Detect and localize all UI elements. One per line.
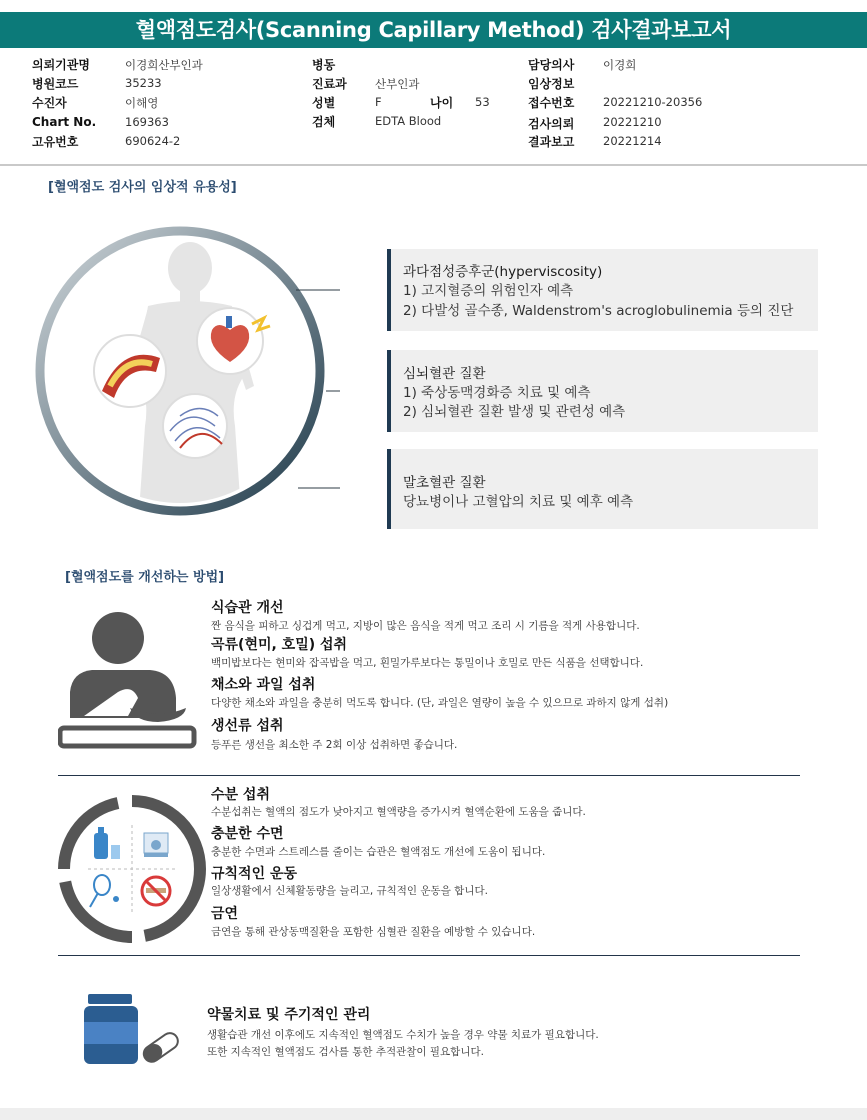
tip-title-no-smoking: 금연 [211,906,239,922]
label-test-request: 검사의뢰 [528,117,575,131]
value-receipt-number: 20221210-20356 [603,95,703,109]
person-eating-icon [58,608,198,750]
card-hyperviscosity [387,249,818,331]
label-unique-number: 고유번호 [32,135,79,149]
footer-strip [0,1108,867,1120]
patient-info-panel [0,48,867,166]
card-title: 심뇌혈관 질환 [403,366,486,382]
card-line: 1) 죽상동맥경화증 치료 및 예측 [403,385,591,401]
label-sex: 성별 [312,96,336,110]
tip-body-grains: 백미밥보다는 현미와 잡곡밥을 먹고, 흰밀가루보다는 통밀이나 호밀로 만든 식품을 선택합니다. [211,657,644,669]
value-department: 산부인과 [375,77,420,91]
section-heading-improvement-methods: [혈액점도를 개선하는 방법] [65,570,225,585]
value-patient: 이해영 [125,96,159,110]
tip-title-diet: 식습관 개선 [211,600,284,616]
tip-body-vegetables: 다양한 채소와 과일을 충분히 먹도록 합니다. (단, 과일은 열량이 높을 수 있으므로 과하지 않게 섭취) [211,697,669,709]
report-title: 혈액점도검사(Scanning Capillary Method) 검사결과보고서 [0,12,867,48]
value-test-request: 20221210 [603,115,662,129]
water-bottle-icon [94,827,120,859]
body-circle-illustration [30,226,340,526]
tip-body-exercise: 일상생활에서 신체활동량을 늘리고, 규칙적인 운동을 합니다. [211,885,488,897]
value-hospital-code: 35233 [125,76,162,90]
medicine-icon [80,990,184,1066]
divider-2 [58,955,800,956]
divider-1 [58,775,800,776]
card-peripheral-vascular [387,449,818,529]
label-requesting-institution: 의뢰기관명 [32,58,90,72]
tip-body-hydration: 수분섭취는 혈액의 점도가 낮아지고 혈액량을 증가시켜 혈액순환에 도움을 줍니다. [211,806,586,818]
label-result-report: 결과보고 [528,135,575,149]
tip-body-no-smoking: 금연을 통해 관상동맥질환을 포함한 심혈관 질환을 예방할 수 있습니다. [211,926,536,938]
tip-title-grains: 곡류(현미, 호밀) 섭취 [211,637,348,653]
value-unique-number: 690624-2 [125,134,181,148]
value-doctor: 이경희 [603,58,637,72]
card-line: 1) 고지혈증의 위험인자 예측 [403,283,574,299]
tip-body-sleep: 충분한 수면과 스트레스를 줄이는 습관은 혈액점도 개선에 도움이 됩니다. [211,846,546,858]
card-line: 2) 다발성 골수종, Waldenstrom's acroglobulinemia 등의 진단 [403,303,794,319]
label-receipt-number: 접수번호 [528,96,575,110]
value-sex: F [375,95,382,109]
label-ward: 병동 [312,58,336,72]
medication-title: 약물치료 및 주기적인 관리 [207,1007,371,1023]
label-clinical-info: 임상정보 [528,77,575,91]
value-chart-no: 169363 [125,115,169,129]
label-specimen: 검체 [312,115,336,129]
section-heading-clinical-usefulness: [혈액점도 검사의 임상적 유용성] [48,180,237,195]
medication-line-2: 또한 지속적인 혈액점도 검사를 통한 추적관찰이 필요합니다. [207,1046,484,1058]
value-age: 53 [475,95,490,109]
tip-body-diet: 짠 음식을 피하고 싱겁게 먹고, 지방이 많은 음식을 적게 먹고 조리 시 기름을 적게 사용합니다. [211,620,640,632]
tip-title-fish: 생선류 섭취 [211,718,284,734]
label-hospital-code: 병원코드 [32,77,79,91]
value-specimen: EDTA Blood [375,114,442,128]
tip-title-sleep: 충분한 수면 [211,826,284,842]
value-result-report: 20221214 [603,134,662,148]
tip-title-vegetables: 채소와 과일 섭취 [211,677,316,693]
lifestyle-cycle-icon [58,795,206,943]
artery-icon [94,335,166,407]
badminton-icon [90,875,119,907]
card-title: 말초혈관 질환 [403,475,486,491]
label-doctor: 담당의사 [528,58,575,72]
label-patient: 수진자 [32,96,67,110]
label-chart-no: Chart No. [32,115,97,129]
medication-line-1: 생활습관 개선 이후에도 지속적인 혈액점도 수치가 높을 경우 약물 치료가 필요합니다. [207,1029,599,1041]
value-requesting-institution: 이경희산부인과 [125,58,203,72]
blood-vessels-icon [163,394,227,458]
tip-title-exercise: 규칙적인 운동 [211,866,298,882]
card-title: 과다점성증후군(hyperviscosity) [403,264,603,280]
label-department: 진료과 [312,77,347,91]
tip-body-fish: 등푸른 생선을 최소한 주 2회 이상 섭취하면 좋습니다. [211,739,458,751]
card-cardio-cerebrovascular [387,350,818,432]
card-line: 당뇨병이나 고혈압의 치료 및 예후 예측 [403,494,634,510]
tip-title-hydration: 수분 섭취 [211,787,270,803]
label-age: 나이 [430,96,454,110]
no-smoking-icon [142,877,170,905]
sleep-icon [144,833,168,857]
card-line: 2) 심뇌혈관 질환 발생 및 관련성 예측 [403,404,626,420]
